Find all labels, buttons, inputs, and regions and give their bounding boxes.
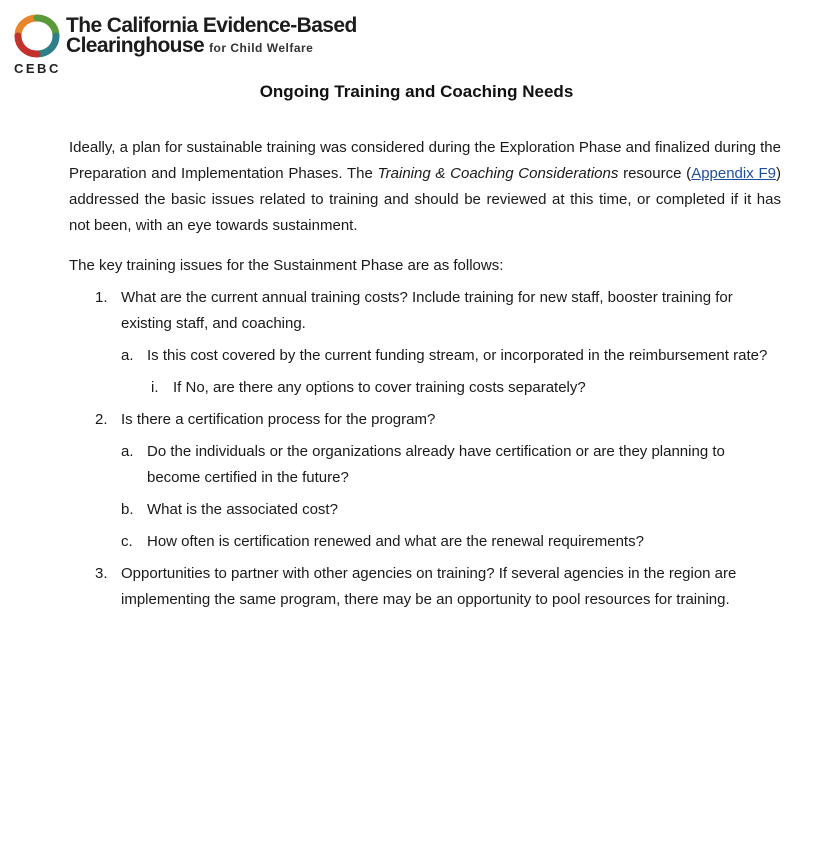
list-item: [69, 561, 781, 613]
sub-sub-list: [147, 375, 781, 401]
intro-text-3: ) addressed the basic issues related to training and should be reviewed at this time, or completed if it has not been, with an eye towards sustainment.: [69, 165, 781, 234]
list-item: [121, 497, 781, 523]
key-issues-intro: The key training issues for the Sustainment Phase are as follows:: [69, 257, 504, 274]
list-item: [69, 285, 781, 401]
document-body: [69, 135, 781, 613]
list-item-text: If No, are there any options to cover training costs separately?: [173, 379, 586, 396]
list-item: [147, 375, 781, 401]
list-marker: c.: [121, 533, 133, 550]
intro-text-2: resource (: [618, 165, 692, 182]
cebc-logo-icon: [12, 12, 62, 60]
list-marker: b.: [121, 501, 134, 518]
intro-paragraph: [69, 135, 781, 239]
list-item-text: Do the individuals or the organizations already have certification or are they planning to become certified in the future?: [147, 443, 725, 486]
page-title: Ongoing Training and Coaching Needs: [259, 82, 574, 101]
org-name-line1: The California Evidence-Based: [66, 14, 357, 37]
appendix-f9-link[interactable]: Appendix F9: [691, 165, 776, 182]
list-marker: a.: [121, 443, 134, 460]
intro-text-1: Ideally, a plan for sustainable training was considered during the Exploration Phase and finalized during the Preparation and Implementation Phases. The: [69, 139, 781, 182]
sub-list: [121, 343, 781, 401]
list-marker: 3.: [95, 565, 108, 582]
list-marker: 2.: [95, 411, 108, 428]
list-marker: i.: [151, 379, 159, 396]
org-name-line2: [66, 34, 313, 58]
list-marker: a.: [121, 347, 134, 364]
sub-list: [121, 439, 781, 555]
list-item: [121, 343, 781, 401]
resource-title: Training & Coaching Considerations: [377, 165, 619, 182]
org-acronym: CEBC: [14, 61, 61, 76]
list-item-text: Opportunities to partner with other agencies on training? If several agencies in the region are implementing the same program, there may be an opportunity to pool resources for training.: [121, 565, 737, 608]
list-item: [121, 529, 781, 555]
org-name-subtitle: for Child Welfare: [209, 41, 314, 55]
list-item-text: What is the associated cost?: [147, 501, 338, 518]
list-item: [69, 407, 781, 555]
list-item: [121, 439, 781, 491]
list-marker: 1.: [95, 289, 108, 306]
list-item-text: What are the current annual training costs? Include training for new staff, booster training for existing staff, and coaching.: [121, 289, 733, 332]
list-item-text: Is there a certification process for the program?: [121, 411, 436, 428]
org-name-clearinghouse: Clearinghouse: [66, 34, 205, 57]
org-header: [12, 10, 357, 80]
list-item-text: How often is certification renewed and what are the renewal requirements?: [147, 533, 644, 550]
training-issues-list: [69, 285, 781, 613]
list-item-text: Is this cost covered by the current funding stream, or incorporated in the reimbursement rate?: [147, 347, 768, 364]
